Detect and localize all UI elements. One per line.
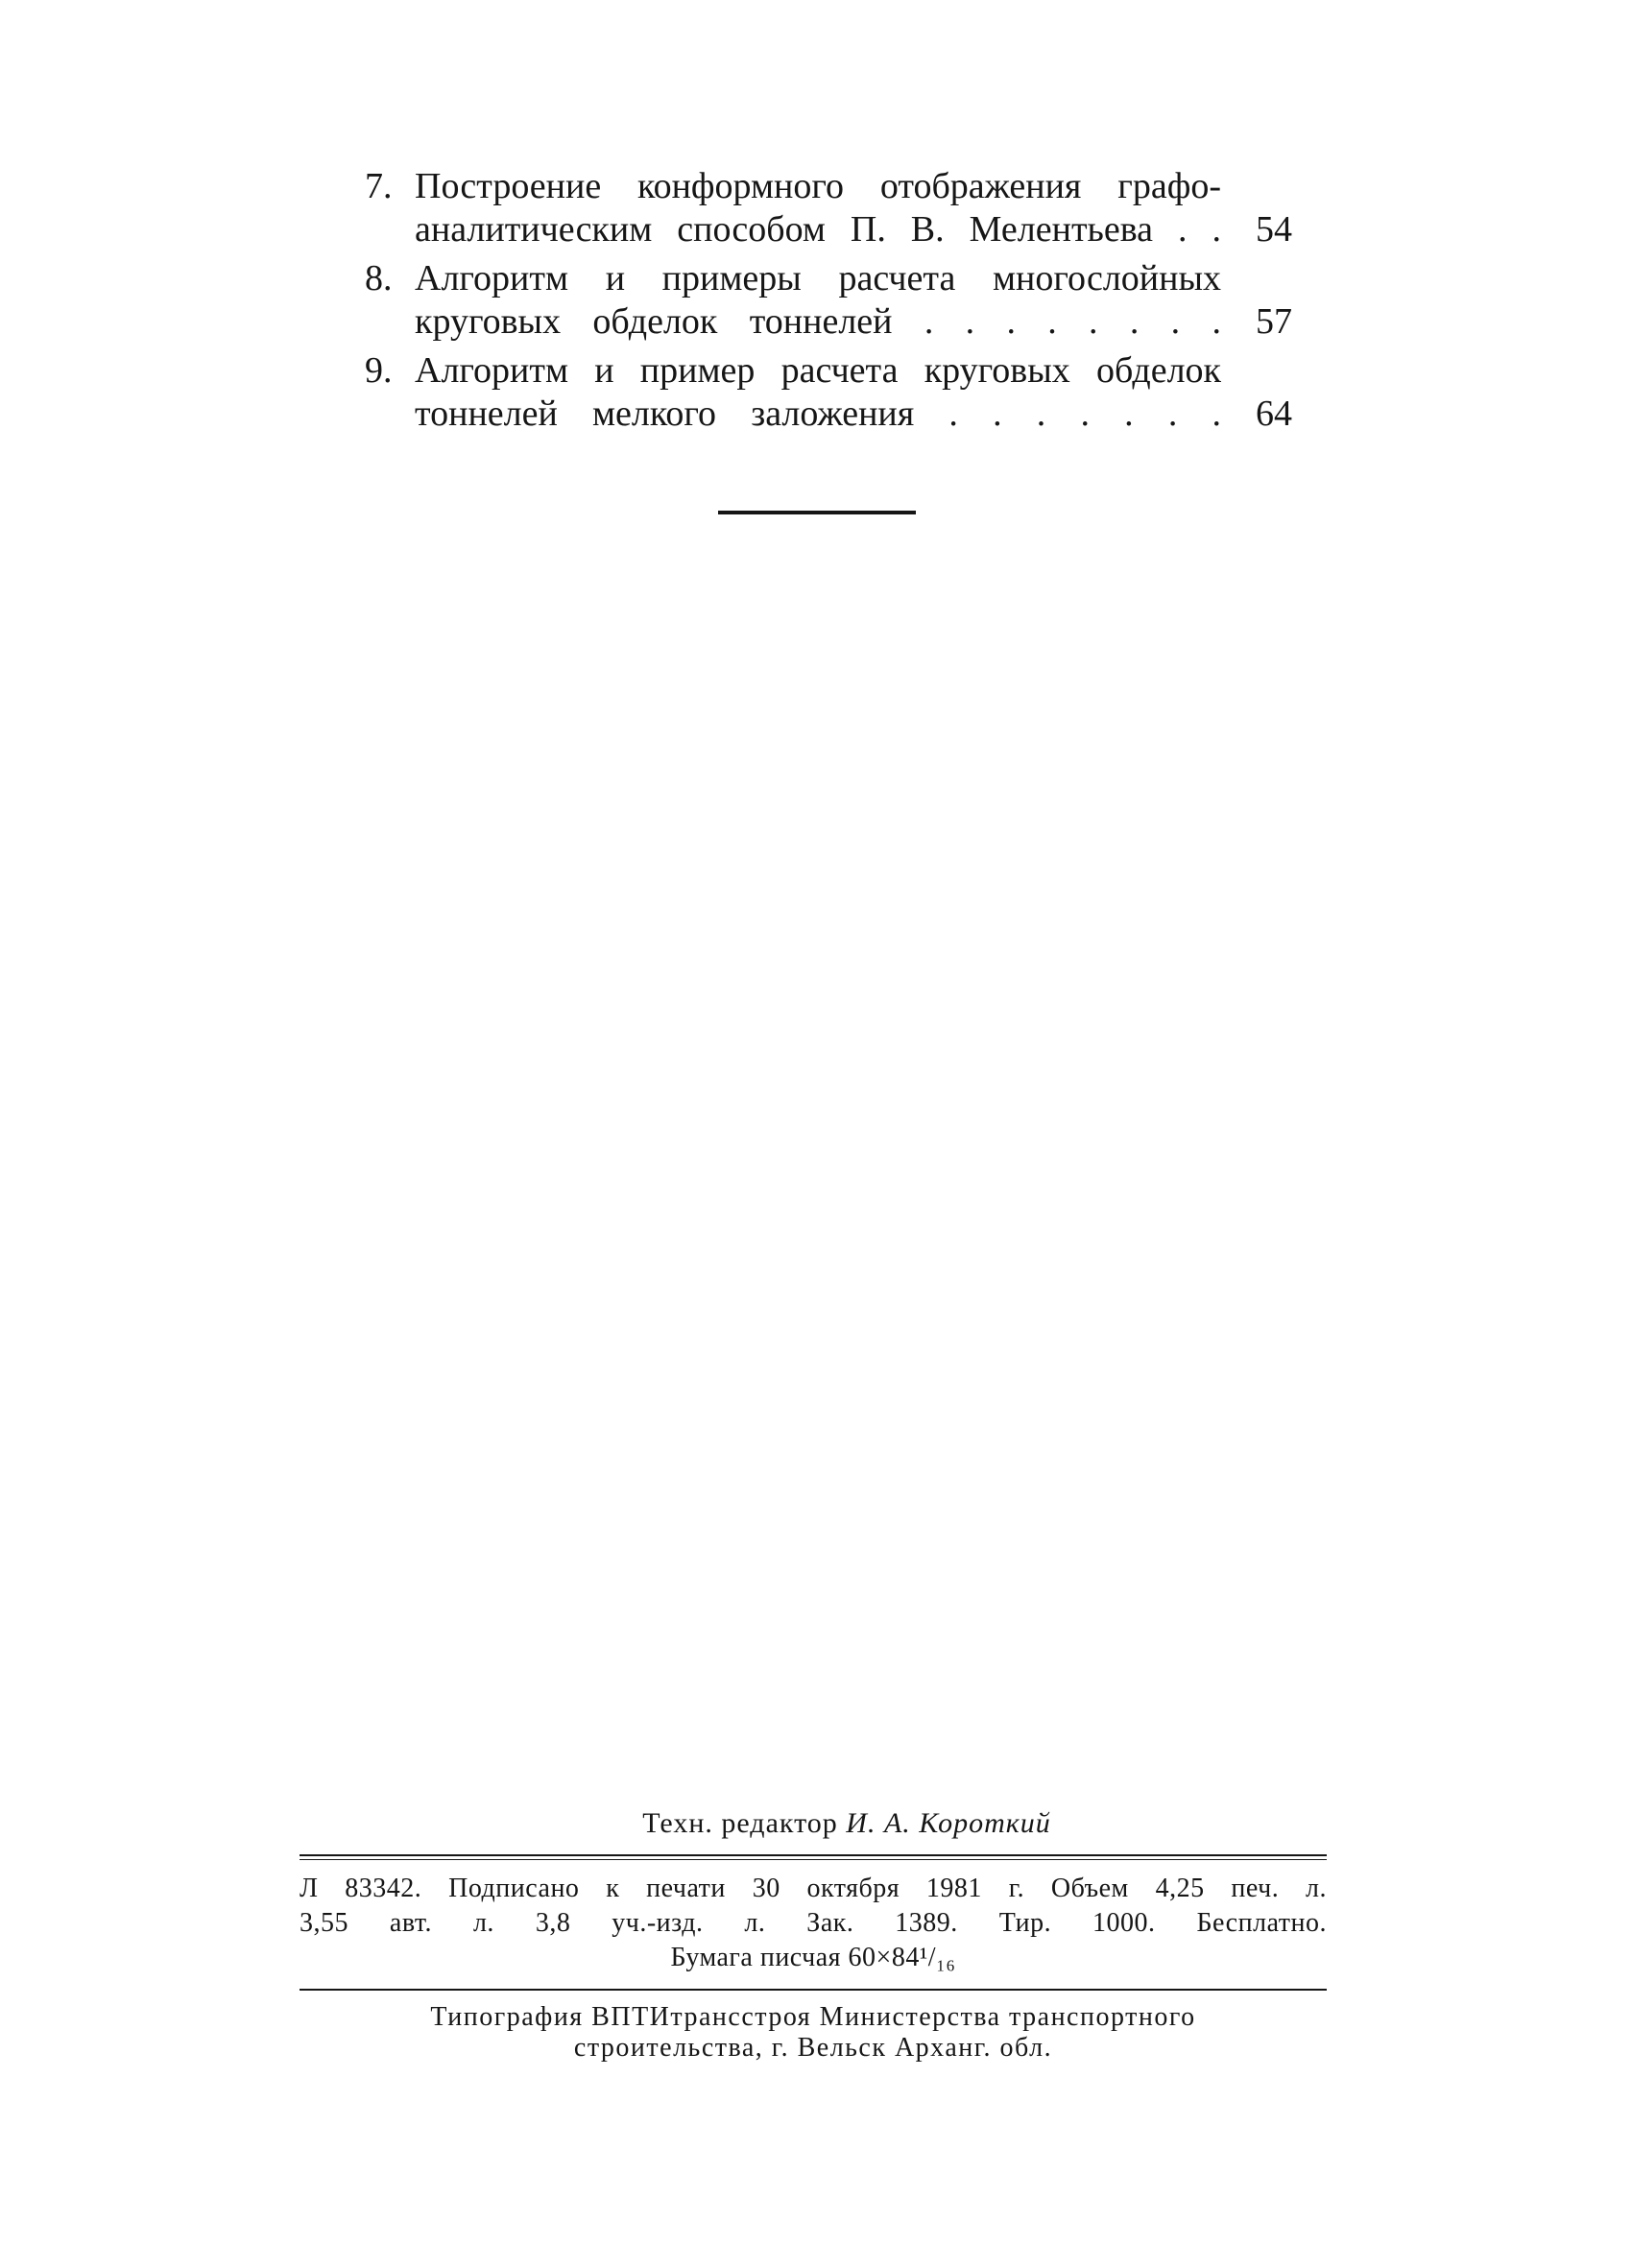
section-divider: [718, 511, 916, 514]
divider-rule: [300, 1989, 1327, 1991]
publication-details-line: Л 83342. Подписано к печати 30 октября 1981 г. Объем 4,25 печ. л.: [300, 1874, 1327, 1903]
printer-info: [300, 2002, 1327, 2064]
divider-rule: [300, 1859, 1327, 1860]
tech-editor-line: [367, 1804, 1327, 1843]
printer-line: строительства, г. Вельск Арханг. обл.: [573, 2033, 1053, 2063]
toc-entry-title: Алгоритм и примеры расчета многослойных: [415, 258, 1221, 298]
toc-entry-title-continued: аналитическим способом П. В. Мелентьева . .: [415, 209, 1221, 250]
printer-line: Типография ВПТИтрансстроя Министерства транспортного: [430, 2002, 1196, 2032]
toc-entry-title: Построение конформного отображения графо-: [415, 166, 1221, 206]
toc-entry-page: 57: [1256, 301, 1292, 342]
toc-entry-8[interactable]: [365, 257, 1306, 344]
toc-entry-line: [365, 165, 1306, 208]
toc-entry-title-continued: круговых обделок тоннелей . . . . . . . .: [415, 301, 1221, 342]
table-of-contents: [365, 165, 1306, 442]
imprint-block: [300, 1804, 1327, 2064]
toc-entry-title-continued: тоннелей мелкого заложения . . . . . . .: [415, 394, 1221, 434]
toc-entry-line: [365, 393, 1306, 436]
toc-entry-title: Алгоритм и пример расчета круговых обделок: [415, 350, 1221, 391]
toc-entry-page: 64: [1256, 394, 1292, 434]
divider-rule: [300, 1854, 1327, 1856]
toc-entry-9[interactable]: [365, 349, 1306, 436]
toc-entry-number: 8.: [365, 258, 393, 298]
toc-entry-line: [365, 349, 1306, 393]
toc-entry-line: [365, 300, 1306, 344]
publication-details-line: 3,55 авт. л. 3,8 уч.-изд. л. Зак. 1389. Тир. 1000. Бесплатно.: [300, 1908, 1327, 1938]
toc-entry-page: 54: [1256, 209, 1292, 250]
toc-entry-line: [365, 257, 1306, 300]
tech-editor-label: Техн. редактор: [642, 1807, 838, 1839]
toc-entry-line: [365, 208, 1306, 251]
tech-editor-name: И. А. Короткий: [846, 1807, 1051, 1839]
toc-entry-number: 7.: [365, 166, 393, 206]
toc-entry-number: 9.: [365, 350, 393, 391]
toc-entry-7[interactable]: [365, 165, 1306, 251]
paper-format-line: Бумага писчая 60×84¹/₁₆: [670, 1943, 956, 1972]
